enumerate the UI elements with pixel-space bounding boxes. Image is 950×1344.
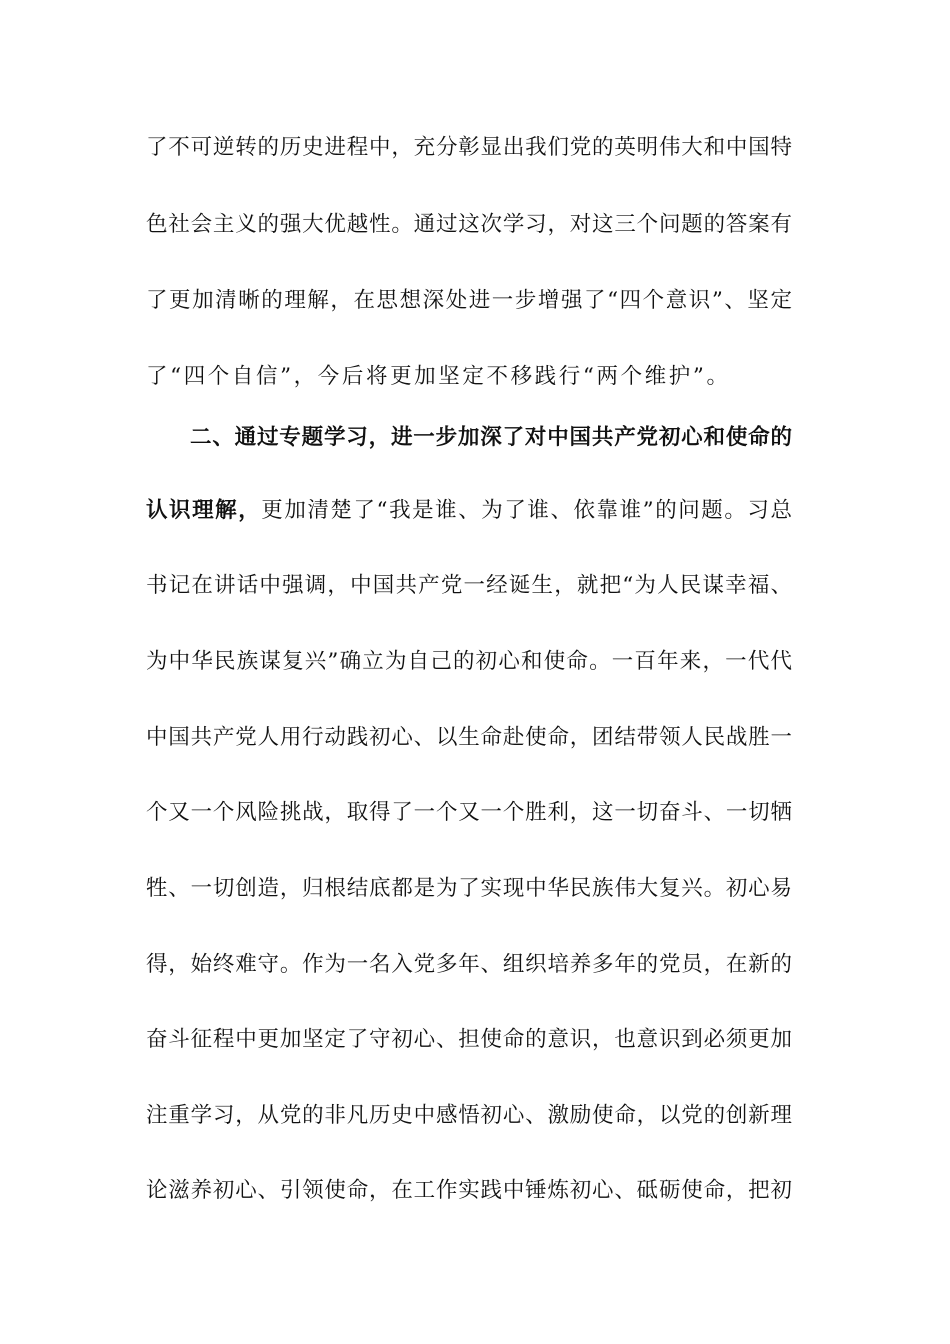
text-line: 个又一个风险挑战，取得了一个又一个胜利，这一切奋斗、一切牺 — [146, 800, 792, 825]
text-line-mixed — [146, 491, 792, 531]
text-line: 得，始终难守。作为一名入党多年、组织培养多年的党员，在新的 — [146, 952, 792, 977]
text-line: 注重学习，从党的非凡历史中感悟初心、激励使命，以党的创新理 — [146, 1103, 792, 1128]
section-heading-line: 二、通过专题学习，进一步加深了对中国共产党初心和使命的 — [190, 425, 792, 450]
text-line: 色社会主义的强大优越性。通过这次学习，对这三个问题的答案有 — [146, 212, 792, 237]
section-heading-continuation: 认识理解， — [146, 498, 262, 523]
text-span: 更加清楚了“我是谁、为了谁、依靠谁”的问题。习总 — [261, 498, 792, 523]
text-line: 了更加清晰的理解，在思想深处进一步增强了“四个意识”、坚定 — [146, 288, 792, 313]
text-line: 为中华民族谋复兴”确立为自己的初心和使命。一百年来，一代代 — [146, 649, 792, 674]
text-line: 牲、一切创造，归根结底都是为了实现中华民族伟大复兴。初心易 — [146, 876, 792, 901]
text-line: 中国共产党人用行动践初心、以生命赴使命，团结带领人民战胜一 — [146, 725, 792, 750]
text-line: 论滋养初心、引领使命，在工作实践中锤炼初心、砥砺使命，把初 — [146, 1178, 792, 1203]
text-line: 奋斗征程中更加坚定了守初心、担使命的意识，也意识到必须更加 — [146, 1027, 792, 1052]
text-line: 了不可逆转的历史进程中，充分彰显出我们党的英明伟大和中国特 — [146, 135, 792, 160]
text-line: 了“四个自信”，今后将更加坚定不移践行“两个维护”。 — [146, 364, 731, 389]
text-line: 书记在讲话中强调，中国共产党一经诞生，就把“为人民谋幸福、 — [146, 573, 792, 598]
